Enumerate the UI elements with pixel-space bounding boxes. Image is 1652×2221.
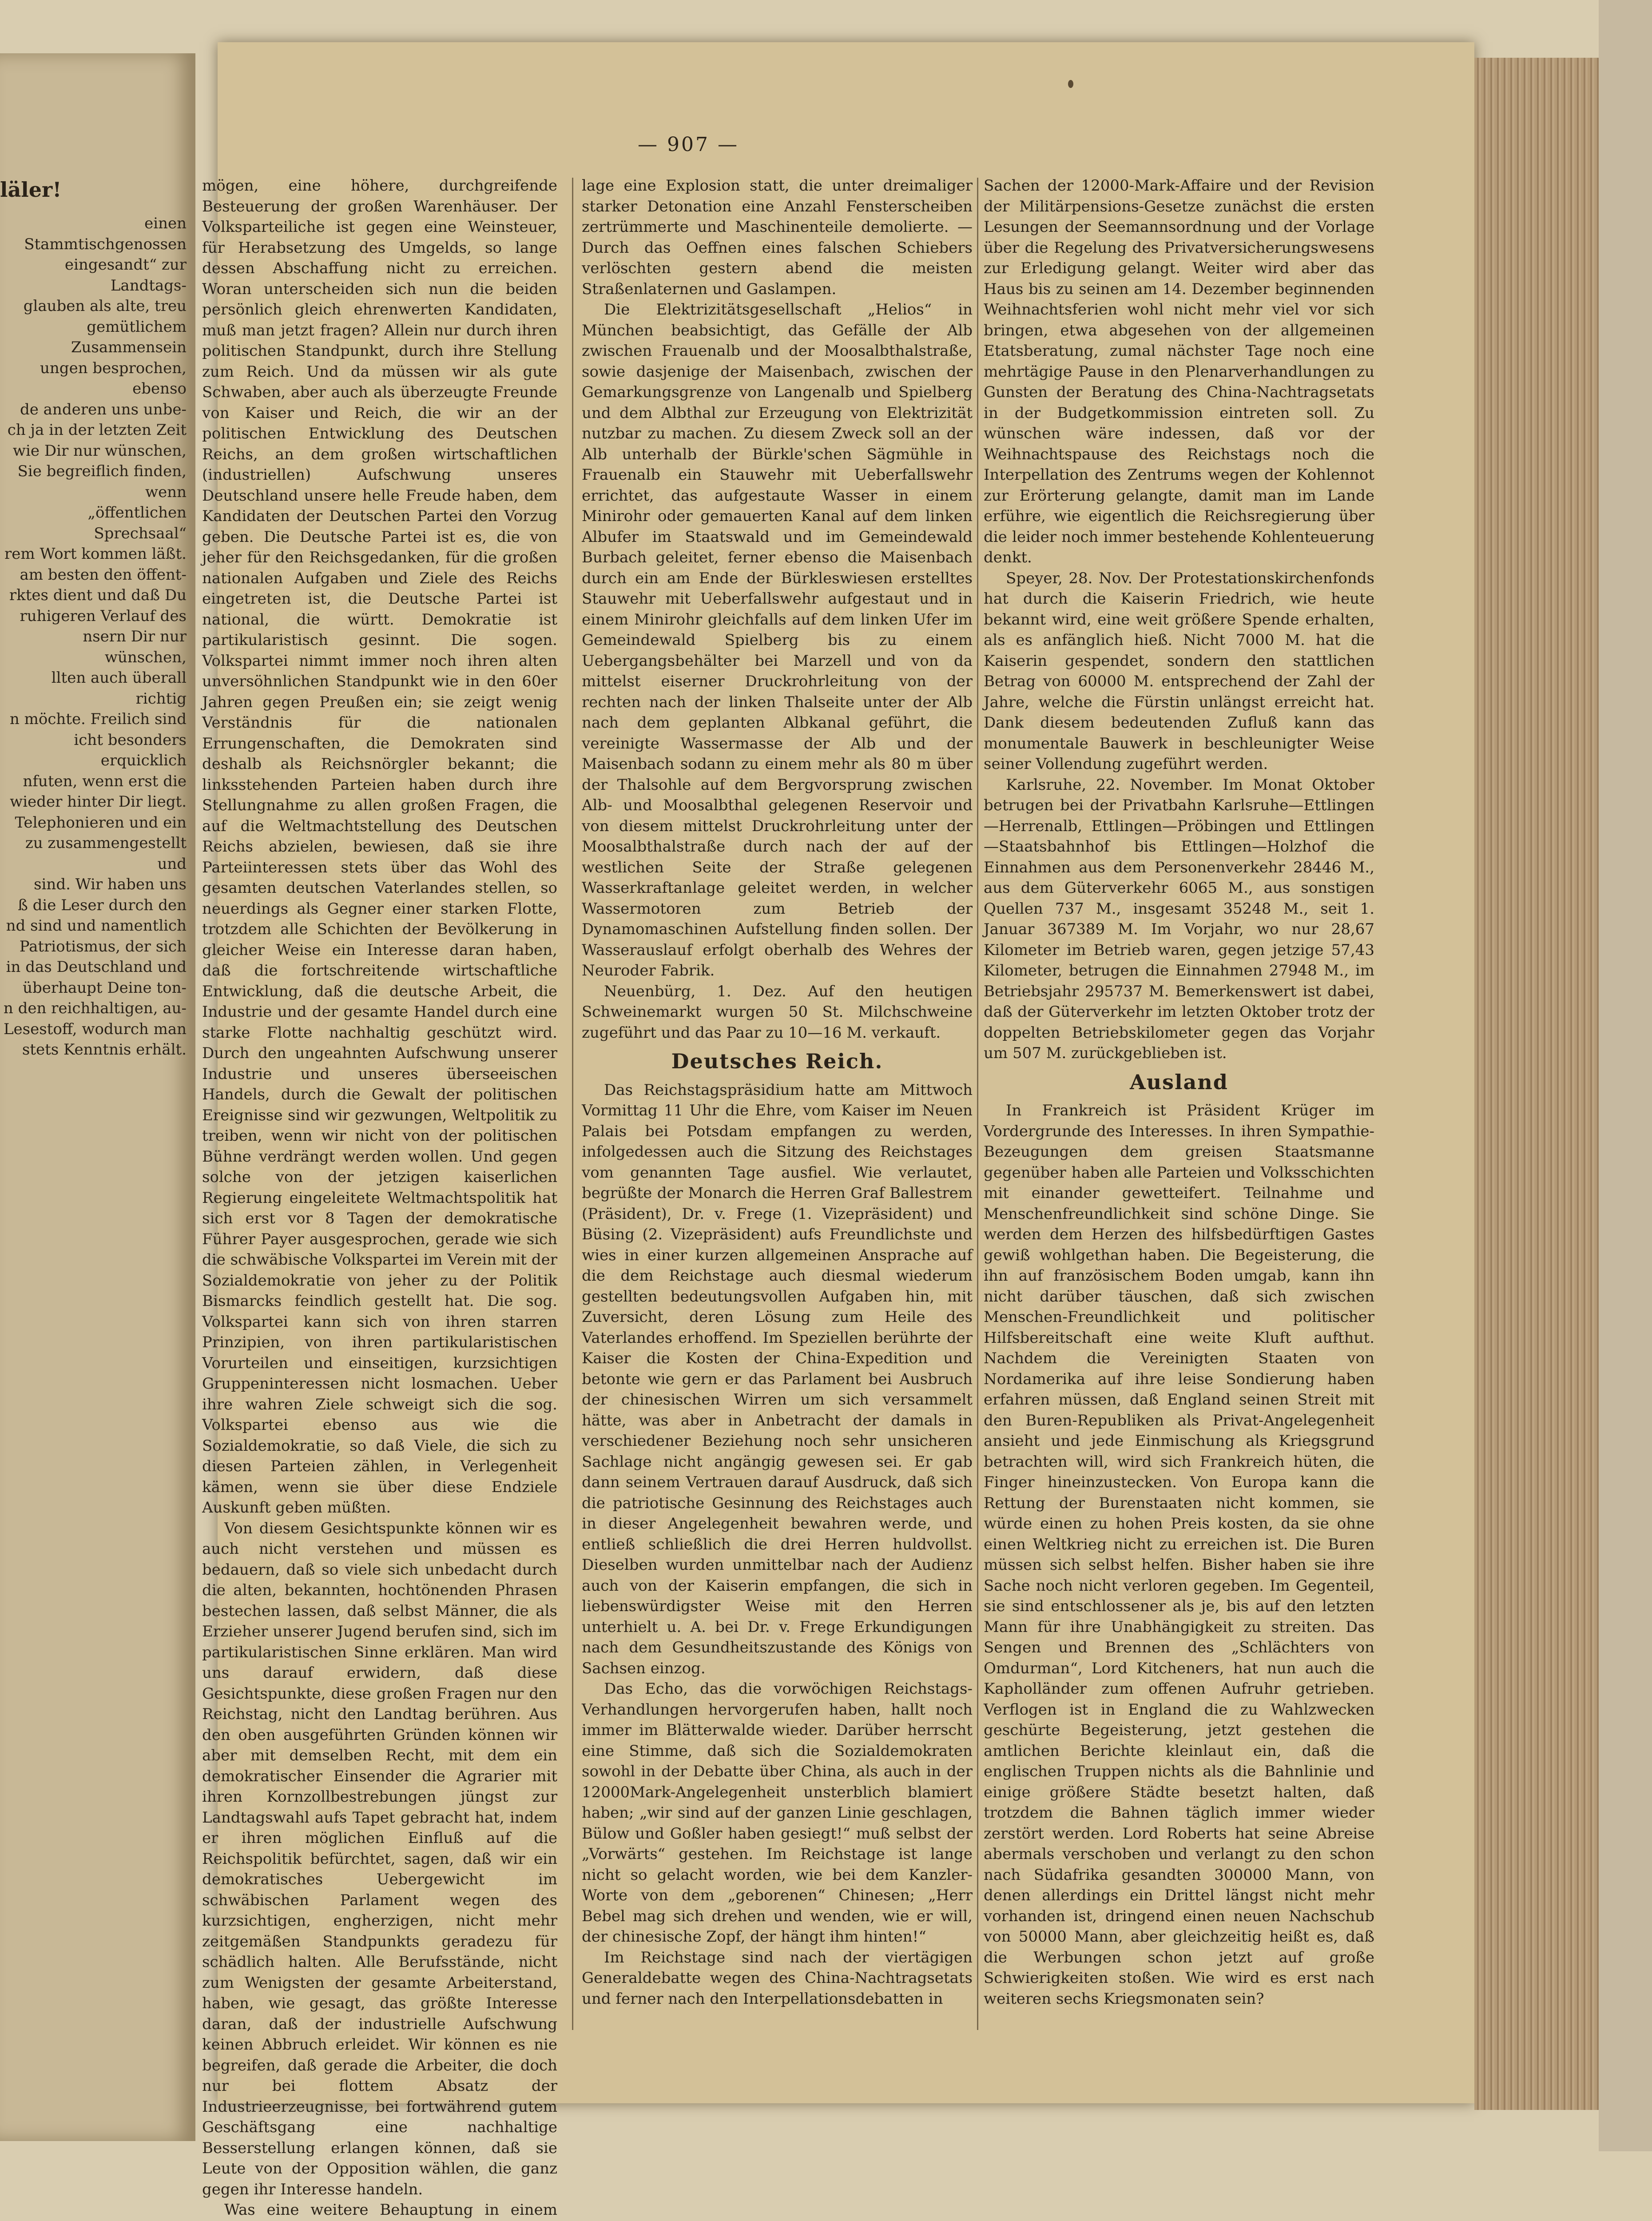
left-neighbour-page [0, 53, 195, 2141]
paragraph: Karlsruhe, 22. November. Im Monat Oktober betrugen bei der Privatbahn Karlsruhe—Ettlingen—Herrenalb, Ettlingen—Pröbingen und Ettlingen—Staatsbahnhof bis Ettlingen—Holzhof die Einnahmen aus dem Personenverkehr 28446 M., aus dem Güterverkehr 6065 M., aus sonstigen Quellen 737 M., insgesamt 35248 M., seit 1. Januar 367389 M. Im Vorjahr, wo nur 28,67 Kilometer im Betrieb waren, gegen jetzige 57,43 Kilometer, betrugen die Einnahmen 27948 M., im Betriebsjahr 295737 M. Bemerkenswert ist dabei, daß der Güterverkehr im letzten Oktober trotz der doppelten Betriebskilometer gegen das Vorjahr um 507 M. zurückgeblieben ist. [984, 776, 1374, 1062]
paragraph: Die Elektrizitätsgesellschaft „Helios“ in München beabsichtigt, das Gefälle der Alb zwischen Frauenalb und der Moosalbthalstraße, sowie dasjenige der Maisenbach, zwischen der Gemarkungsgrenze von Langenalb und Spielberg und dem Albthal zur Erzeugung von Elektrizität nutzbar zu machen. Zu diesem Zweck soll an der Alb unterhalb der Bürkle'schen Sägmühle in Frauenalb ein Stauwehr mit Ueberfallswehr errichtet, das aufgestaute Wasser in einem Minirohr oder gemauerten Kanal auf dem linken Albufer im Staatswald und im Gemeindewald Burbach geleitet, ferner ebenso die Maisenbach durch ein am Ende der Bürkleswiesen erstelltes Stauwehr mit Ueberfallswehr aufgestaut und in einem Minirohr gleichfalls auf dem linken Ufer im Gemeindewald Spielberg bis zu einem Uebergangsbehälter bei Marzell und von da mittelst eiserner Druckrohrleitung von der rechten nach der linken Thalseite unter der Alb nach dem geplanten Albkanal geführt, die vereinigte Wassermasse der Alb und der Maisenbach sodann zu einem mehr als 80 m über der Thalsohle auf dem Bergvorsprung zwischen Alb- und Moosalbthal gelegenen Reservoir und von diesem mittelst Druckrohrleitung unter der Moosalbthalstraße durch nach der auf der westlichen Seite der Straße gelegenen Wasserkraftanlage geleitet werden, in welcher Wassermotoren zum Betrieb der Dynamomaschinen Aufstellung finden sollen. Der Wasserauslauf erfolgt oberhalb des Wehres der Neuroder Fabrik. [582, 301, 973, 979]
column-rule [977, 178, 978, 2030]
paragraph: Sachen der 12000-Mark-Affaire und der Revision der Militärpensions-Gesetze zunächst die ersten Lesungen der Seemannsordnung und der Vorlage über die Regelung des Privatversicherungswesens zur Erledigung gelangt. Weiter wird aber das Haus bis zu seinen am 14. Dezember beginnenden Weihnachtsferien wohl nicht mehr viel vor sich bringen, etwa abgesehen von der allgemeinen Etatsberatung, zumal nächster Tage noch eine mehrtägige Pause in den Plenarverhandlungen zu Gunsten der Beratung des China-Nachtragsetats in der Budgetkommission eintreten soll. Zu wünschen wäre indessen, daß vor der Weihnachtspause des Reichstags noch die Interpellation des Zentrums wegen der Kohlennot zur Erörterung gelangte, damit man im Lande erführe, wie eigentlich die Reichsregierung über die leider noch immer bestehende Kohlenteuerung denkt. [984, 177, 1374, 566]
paragraph: Von diesem Gesichtspunkte können wir es auch nicht verstehen und müssen es bedauern, daß so viele sich unbedacht durch die alten, bekannten, hochtönenden Phrasen bestechen lassen, daß selbst Männer, die als Erzieher unserer Jugend berufen sind, sich im partikularistischen Sinne erklären. Man wird uns darauf erwidern, daß diese Gesichtspunkte, diese großen Fragen nur den Reichstag, nicht den Landtag berühren. Aus den oben ausgeführten Gründen können wir aber mit demselben Recht, mit dem ein demokratischer Einsender die Agrarier mit ihren Kornzollbestrebungen jüngst zur Landtagswahl aufs Tapet gebracht hat, indem er ihren möglichen Einfluß auf die Reichspolitik befürchtet, sagen, daß wir ein demokratisches Uebergewicht im schwäbischen Parlament wegen des kurzsichtigen, engherzigen, nicht mehr zeitgemäßen Standpunkts geradezu für schädlich halten. Alle Berufsstände, nicht zum Wenigsten der gesamte Arbeiterstand, haben, wie gesagt, das größte Interesse daran, daß der industrielle Aufschwung keinen Abbruch erleidet. Wir können es nie begreifen, daß gerade die Arbeiter, die doch nur bei flottem Absatz der Industrieerzeugnisse, bei fortwährend gutem Geschäftsgang eine nachhaltige Besserstellung erlangen können, daß sie Leute von der Opposition wählen, die ganz gegen ihr Interesse handeln. [202, 1519, 557, 2198]
column-2 [582, 175, 973, 2032]
paragraph: Im Reichstage sind nach der viertägigen Generaldebatte wegen des China-Nachtragsetats und ferner nach den Interpellationsdebatten in [582, 1948, 973, 2008]
paragraph: mögen, eine höhere, durchgreifende Besteuerung der großen Warenhäuser. Der Volksparteiliche ist gegen eine Weinsteuer, für Herabsetzung des Umgelds, so lange dessen Abschaffung nicht zu erreichen. Woran unterscheiden sich nun die beiden persönlich gleich ehrenwerten Kandidaten, muß man jetzt fragen? Allein nur durch ihren politischen Standpunkt, durch ihre Stellung zum Reich. Und da müssen wir als gute Schwaben, aber auch als überzeugte Freunde von Kaiser und Reich, die wir an der politischen Entwicklung des Deutschen Reichs, an dem großen wirtschaftlichen (industriellen) Aufschwung unseres Deutschland unsere helle Freude haben, dem Kandidaten der Deutschen Partei den Vorzug geben. Die Deutsche Partei ist es, die von jeher für den Reichsgedanken, für die großen nationalen Aufgaben und Ziele des Reichs eingetreten ist, die Deutsche Partei ist national, die württ. Demokratie ist partikularistisch gesinnt. Die sogen. Volkspartei nimmt immer noch ihren alten unversöhnlichen Standpunkt wie in den 60er Jahren gegen Preußen ein; sie zeigt wenig Verständnis für die nationalen Errungenschaften, die Demokraten sind deshalb als Reichsnörgler bekannt; die linksstehenden Parteien haben durch ihre Stellungnahme zu allen großen Fragen, die auf die Weltmachtstellung des Deutschen Reichs abzielen, bewiesen, daß sie ihre Parteiinteressen stets über das Wohl des gesamten deutschen Vaterlandes stellen, so neuerdings als Gegner einer starken Flotte, trotzdem alle Schichten der Bevölkerung in gleicher Weise ein Interesse daran haben, daß die fortschreitende wirtschaftliche Entwicklung, daß die deutsche Arbeit, die Industrie und der gesamte Handel durch eine starke Flotte nachhaltig geschützt wird. Durch den ungeahnten Aufschwung unserer Industrie und unseres überseeischen Handels, durch die Gewalt der politischen Ereignisse sind wir gezwungen, Weltpolitik zu treiben, wenn wir nicht von der politischen Bühne verdrängt werden wollen. Und gegen solche von der jetzigen kaiserlichen Regierung eingeleitete Weltmachtspolitik hat sich erst vor 8 Tagen der demokratische Führer Payer ausgesprochen, gerade wie sich die schwäbische Volkspartei im Verein mit der Sozialdemokratie von jeher zu der Politik Bismarcks feindlich gestellt hat. Die sog. Volkspartei kann sich von ihren starren Prinzipien, von ihren partikularistischen Vorurteilen und einseitigen, kurzsichtigen Gruppeninteressen nicht losmachen. Ueber ihre wahren Ziele schweigt sich die sog. Volkspartei ebenso aus wie die Sozialdemokratie, so daß Viele, die sich zu diesen Parteien zählen, in Verlegenheit kämen, wenn sie über diese Endziele Auskunft geben müßten. [202, 177, 557, 1516]
page-edges [1474, 58, 1599, 2110]
paragraph: Speyer, 28. Nov. Der Protestationskirchenfonds hat durch die Kaiserin Friedrich, wie heute bekannt wird, eine weit größere Spende erhalten, als es anfänglich hieß. Nicht 7000 M. hat die Kaiserin gespendet, sondern den stattlichen Betrag von 60000 M. entsprechend der Zahl der Jahre, welche die Fürstin unlängst erreicht hat. Dank diesem bedeutenden Zufluß kann das monumentale Bauwerk in beschleunigter Weise seiner Vollendung zugeführt werden. [984, 569, 1374, 773]
paragraph: Neuenbürg, 1. Dez. Auf den heutigen Schweinemarkt wurgen 50 St. Milchschweine zugeführt und das Paar zu 10—16 M. verkauft. [582, 982, 973, 1042]
paragraph: lage eine Explosion statt, die unter dreimaliger starker Detonation eine Anzahl Fensterscheiben zertrümmerte und Maschinenteile demolierte. — Durch das Oeffnen eines falschen Schiebers verlöschten gestern abend die meisten Straßenlaternen und Gaslampen. [582, 177, 973, 298]
paragraph: Was eine weitere Behauptung in einem [224, 2201, 557, 2219]
paragraph: In Frankreich ist Präsident Krüger im Vordergrunde des Interesses. In ihren Sympathie-Bezeugungen dem greisen Staatsmanne gegenüber haben alle Parteien und Volksschichten mit einander gewetteifert. Teilnahme und Menschenfreundlichkeit sind schöne Dinge. Sie werden dem Herzen des hilfsbedürftigen Gastes gewiß wohlgethan haben. Die Begeisterung, die ihn auf französischem Boden umgab, kann ihn nicht darüber täuschen, daß sich zwischen Menschen-Freundlichkeit und politischer Hilfsbereitschaft eine weite Kluft aufthut. Nachdem die Vereinigten Staaten von Nordamerika auf ihre leise Sondierung haben erfahren müssen, daß England seinen Streit mit den Buren-Republiken als Privat-Angelegenheit ansieht und jede Einmischung als Kriegsgrund betrachten will, wird sich Frankreich hüten, die Finger hineinzustecken. Von Europa kann die Rettung der Burenstaaten nicht kommen, sie würde einen zu hohen Preis kosten, da sie ohne einen Weltkrieg nicht zu erreichen ist. Die Buren müssen sich selbst helfen. Bisher haben sie ihre Sache noch nicht verloren gegeben. Im Gegenteil, sie sind entschlossener als je, bis auf den letzten Mann für ihre Unabhängigkeit zu streiten. Das Sengen und Brennen des „Schlächters von Omdurman“, Lord Kitcheners, hat nun auch die Kapholländer zum offenen Aufruhr getrieben. Verflogen ist in England die zu Wahlzwecken geschürte Begeisterung, jetzt gestehen die amtlichen Berichte kleinlaut ein, daß die englischen Truppen nichts als die Bahnlinie und einige größere Städte besetzt halten, daß trotzdem die Bahnen täglich immer wieder zerstört werden. Lord Roberts hat seine Abreise abermals verschoben und verlangt zu den schon nach Südafrika gesandten 300000 Mann, von denen allerdings ein Drittel längst nicht mehr vorhanden ist, dringend einen neuen Nachschub von 50000 Mann, aber gleichzeitig heißt es, daß die Werbungen schon jetzt auf große Schwierigkeiten stoßen. Wie wird es erst nach weiteren sechs Kriegsmonaten sein? [984, 1102, 1374, 2008]
column-3 [984, 175, 1374, 2032]
paragraph: Das Reichstagspräsidium hatte am Mittwoch Vormittag 11 Uhr die Ehre, vom Kaiser im Neuen Palais bei Potsdam empfangen zu werden, infolgedessen auch die Sitzung des Reichstages vom genannten Tage ausfiel. Wie verlautet, begrüßte der Monarch die Herren Graf Ballestrem (Präsident), Dr. v. Frege (1. Vizepräsident) und Büsing (2. Vizepräsident) aufs Freundlichste und wies in einer kurzen allgemeinen Ansprache auf die dem Reichstage auch diesmal wiederum gestellten bedeutungsvollen Aufgaben hin, mit Zuversicht, deren Lösung zum Heile des Vaterlandes erhoffend. Im Speziellen berührte der Kaiser die Kosten der China-Expedition und betonte wie gern er das Parlament bei Ausbruch der chinesischen Wirren um sich versammelt hätte, was aber in Anbetracht der damals in verschiedener Beziehung noch sehr unsicheren Sachlage nicht angängig gewesen sei. Er gab dann seinem Vertrauen darauf Ausdruck, daß sich die patriotische Gesinnung des Reichstages auch in dieser Angelegenheit bewahren werde, und entließ schließlich die drei Herren huldvollst. Dieselben wurden unmittelbar nach der Audienz auch von der Kaiserin empfangen, die sich in liebenswürdigster Weise mit den Herren unterhielt u. A. bei Dr. v. Frege Erkundigungen nach dem Gesundheitszustande des Königs von Sachsen einzog. [582, 1081, 973, 1677]
column-1 [202, 175, 557, 2219]
paragraph: Das Echo, das die vorwöchigen Reichstags-Verhandlungen hervorgerufen haben, hallt noch immer im Blätterwalde wieder. Darüber herrscht eine Stimme, daß sich die Sozialdemokraten sowohl in der Debatte über China, als auch in der 12000Mark-Angelegenheit unsterblich blamiert haben; „wir sind auf der ganzen Linie geschlagen, Bülow und Goßler haben gesiegt!“ muß selbst der „Vorwärts“ gestehen. Im Reichstage ist lange nicht so gelacht worden, wie bei dem Kanzler-Worte von dem „geborenen“ Chinesen; „Herr Bebel mag sich drehen und wenden, wie er will, der chinesische Zopf, der hängt ihm hinten!“ [582, 1680, 973, 1946]
section-heading-ausland: Ausland [1130, 1070, 1228, 1094]
left-page-fragment: einen Stammtischgenossen eingesandt“ zur Landtags- glauben als alte, treu gemütlichem Zusammensein ungen besprochen, ebenso de anderen uns unbe- ch ja in der letzten Zeit wie Dir nur wünschen, Sie begreiflich finden, wenn „öffentlichen Sprechsaal“ rem Wort kommen läßt. am besten den öffent- rktes dient und daß Du ruhigeren Verlauf des nsern Dir nur wünschen, llten auch überall richtig n möchte. Freilich sind icht besonders erquicklich nfuten, wenn erst die wieder hinter Dir liegt. Telephonieren und ein zu zusammengestellt und sind. Wir haben uns ß die Leser durch den nd sind und namentlich Patriotismus, der sich in das Deutschland und überhaupt Deine ton- n den reichhaltigen, au- Lesestoff, wodurch man stets Kenntnis erhält. [3, 215, 187, 1059]
background-right [1599, 0, 1652, 2151]
left-page-heading: läler! [0, 178, 62, 202]
column-rule [572, 178, 573, 2030]
section-heading-deutsches-reich: Deutsches Reich. [671, 1049, 883, 1073]
page-number: — 907 — [638, 133, 739, 156]
binding-hole [1068, 80, 1073, 88]
